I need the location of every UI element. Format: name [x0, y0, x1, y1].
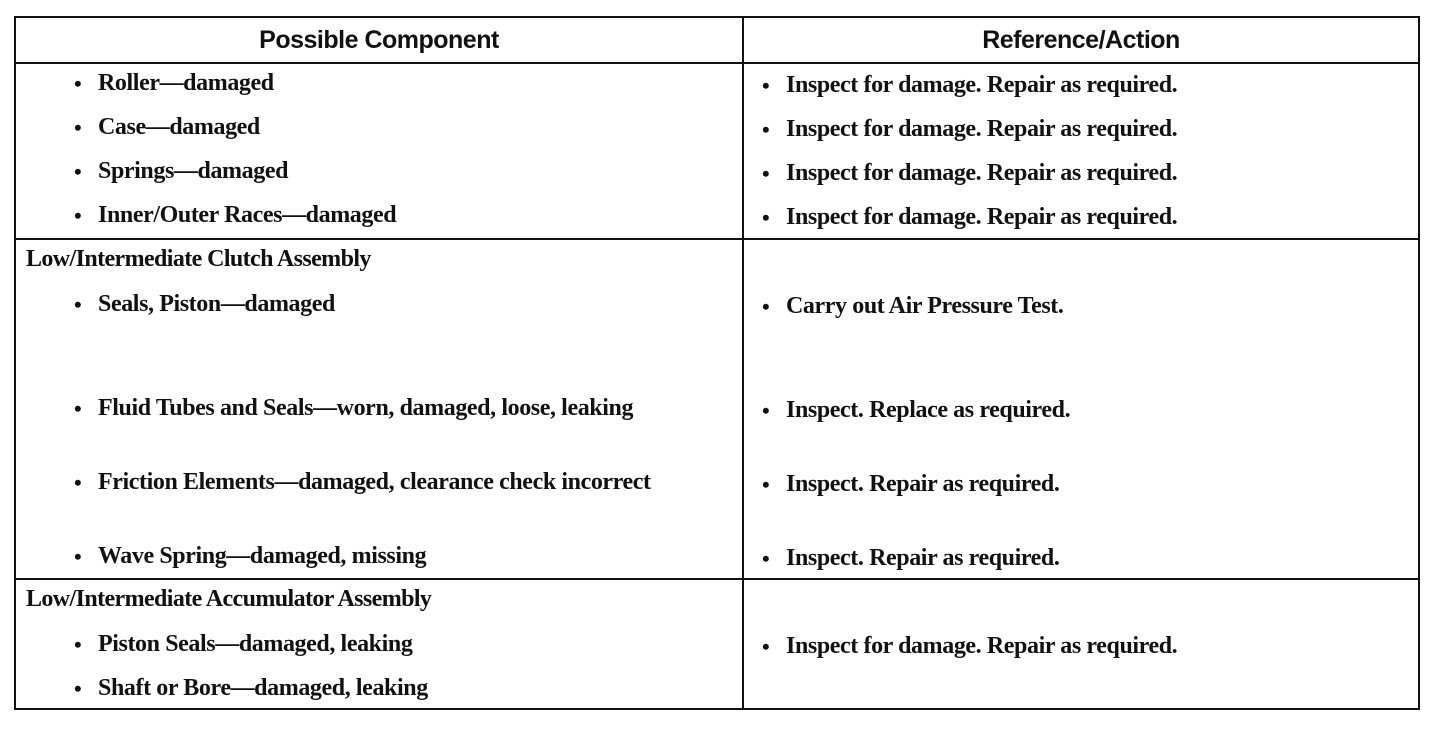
section-2-components	[15, 239, 743, 579]
section-2-actions	[743, 239, 1419, 579]
diagnosis-table	[14, 16, 1420, 710]
list-item: • Inspect for damage. Repair as required.	[762, 204, 1178, 230]
list-item: • Inspect. Repair as required.	[762, 471, 1060, 497]
section-1-components	[15, 63, 743, 239]
section-low-intermediate-clutch	[15, 239, 1419, 579]
section-title: Low/Intermediate Clutch Assembly	[26, 246, 371, 272]
section-1-actions	[743, 63, 1419, 239]
list-item: • Inspect for damage. Repair as required.	[762, 160, 1178, 186]
list-item: • Inspect for damage. Repair as required.	[762, 72, 1178, 98]
header-row	[15, 17, 1419, 63]
header-possible-component: Possible Component	[15, 17, 743, 63]
list-item: • Wave Spring—damaged, missing	[74, 543, 427, 569]
list-item: • Seals, Piston—damaged	[74, 291, 335, 317]
list-item: • Inspect for damage. Repair as required.	[762, 633, 1178, 659]
section-roller-clutch	[15, 63, 1419, 239]
list-item: • Inspect. Replace as required.	[762, 397, 1071, 423]
header-reference-action: Reference/Action	[743, 17, 1419, 63]
section-3-components	[15, 579, 743, 709]
list-item: • Springs—damaged	[74, 158, 289, 184]
list-item: • Fluid Tubes and Seals—worn, damaged, loose, leaking	[74, 395, 634, 421]
list-item: • Carry out Air Pressure Test.	[762, 293, 1064, 319]
list-item: • Friction Elements—damaged, clearance check incorrect	[74, 469, 651, 495]
list-item: • Roller—damaged	[74, 70, 274, 96]
section-3-actions	[743, 579, 1419, 709]
list-item: • Piston Seals—damaged, leaking	[74, 631, 413, 657]
section-low-intermediate-accumulator	[15, 579, 1419, 709]
list-item: • Case—damaged	[74, 114, 260, 140]
list-item: • Inner/Outer Races—damaged	[74, 202, 397, 228]
section-title: Low/Intermediate Accumulator Assembly	[26, 586, 432, 612]
list-item: • Shaft or Bore—damaged, leaking	[74, 675, 428, 701]
list-item: • Inspect for damage. Repair as required.	[762, 116, 1178, 142]
list-item: • Inspect. Repair as required.	[762, 545, 1060, 571]
